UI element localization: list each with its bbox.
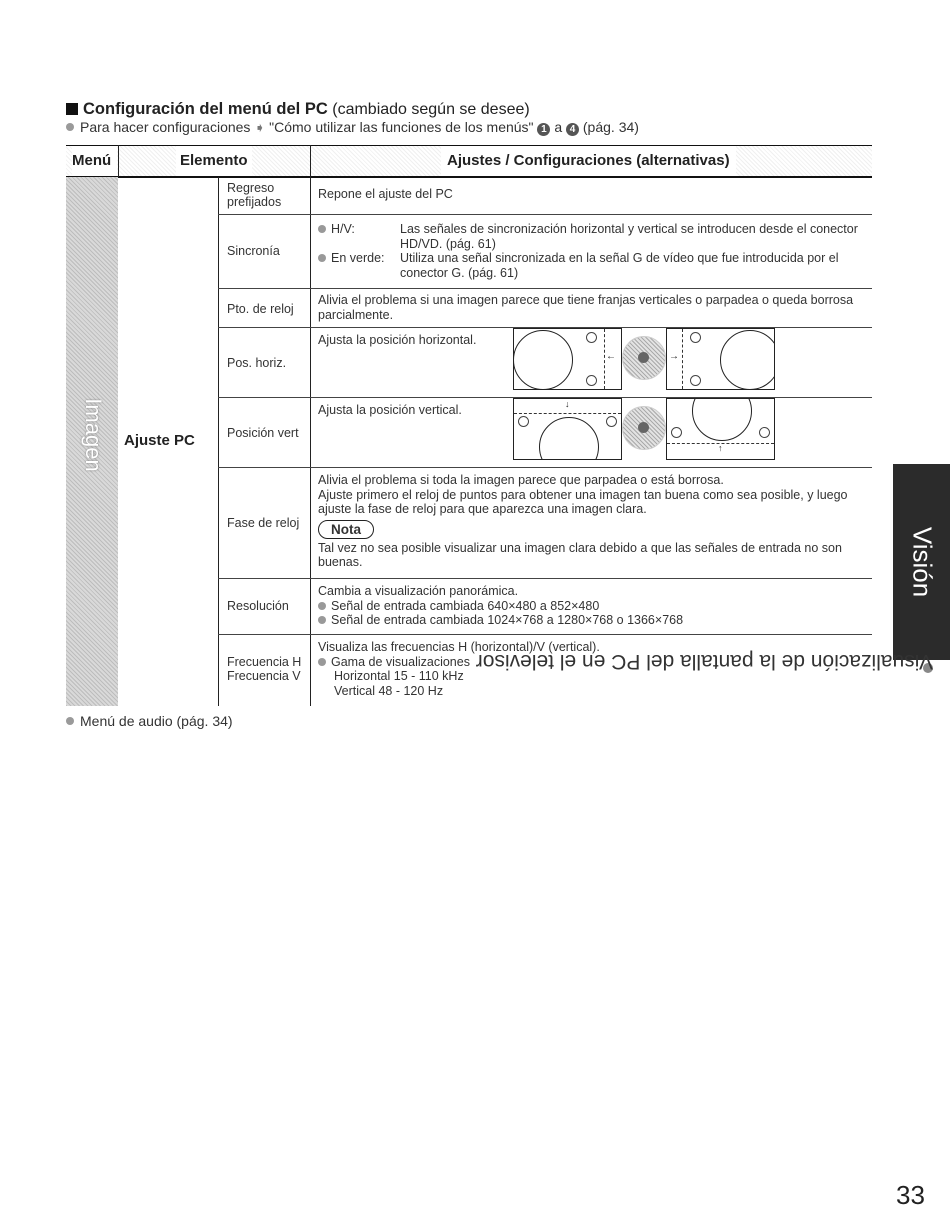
table-row-desc: Ajusta la posición horizontal. <box>318 333 477 347</box>
screen-down-shifted: ↑ <box>666 398 775 460</box>
bullet-dot-icon <box>318 602 326 610</box>
step-number-badge: 4 <box>566 123 579 136</box>
list-item: Señal de entrada cambiada 1024×768 a 1280×768 o 1366×768 <box>318 613 870 628</box>
bullet-dot-icon <box>66 123 74 131</box>
table-row-element: Sincronía <box>227 244 280 258</box>
bullet-dot-icon <box>318 254 326 262</box>
column-divider <box>310 177 311 706</box>
column-header-settings: Ajustes / Configuraciones (alternativas) <box>441 146 736 176</box>
range-line: Vertical 48 - 120 Hz <box>334 683 444 698</box>
screen-left-shifted: ← <box>513 328 622 390</box>
table-row-element: Pto. de reloj <box>227 302 294 316</box>
pointing-arrow-icon: ➧ <box>254 120 266 135</box>
desc-line: Cambia a visualización panorámica. <box>318 584 519 598</box>
section-side-title: Visualización de la pantalla del PC en el televisor <box>475 650 933 673</box>
row-divider <box>218 578 872 579</box>
square-bullet-icon <box>66 103 78 115</box>
list-item: Señal de entrada cambiada 640×480 a 852×480 <box>318 599 870 614</box>
footnote: Menú de audio (pág. 34) <box>66 713 233 729</box>
instruction-line <box>66 119 639 136</box>
page-number: 33 <box>896 1180 925 1210</box>
instruction-connector: a <box>554 119 563 135</box>
table-header <box>66 145 872 178</box>
step-number-badge: 1 <box>537 123 550 136</box>
desc-line: Ajuste primero el reloj de puntos para obtener una imagen tan buena como sea posible, y luego ajuste la fase de reloj para que aparezca una imagen clara. <box>318 487 848 516</box>
instruction-link-text: "Cómo utilizar las funciones de los menús" <box>269 119 534 135</box>
bullet-dot-icon <box>318 658 326 666</box>
row-divider <box>218 634 872 635</box>
table-row-element: Regreso prefijados <box>227 181 282 209</box>
section-tab: Visión <box>893 464 950 660</box>
dial-icon <box>622 336 666 380</box>
row-divider <box>218 214 872 215</box>
desc-line: Alivia el problema si toda la imagen parece que parpadea o está borrosa. <box>318 473 724 487</box>
table-row-element: Resolución <box>227 599 289 613</box>
instruction-prefix: Para hacer configuraciones <box>80 119 251 135</box>
section-title-note: (cambiado según se desee) <box>332 101 530 118</box>
row-divider <box>218 467 872 468</box>
instruction-page-ref: (pág. 34) <box>582 119 639 135</box>
list-item: Gama de visualizaciones <box>318 655 870 670</box>
desc-line: Visualiza las frecuencias H (horizontal)/V (vertical). <box>318 640 600 654</box>
section-title: Configuración del menú del PC <box>83 100 328 118</box>
header-divider <box>310 145 311 177</box>
clock-phase-desc <box>318 473 870 570</box>
header-divider <box>118 145 119 177</box>
table-row-element: Posición vert <box>227 426 299 440</box>
table-row-desc: Alivia el problema si una imagen parece que tiene franjas verticales o parpadea o queda borrosa parcialmente. <box>318 293 854 322</box>
note-badge: Nota <box>318 520 374 539</box>
sync-options <box>318 222 870 280</box>
table-row-desc: Repone el ajuste del PC <box>318 187 453 201</box>
row-divider <box>218 288 872 289</box>
group-label: Ajuste PC <box>124 432 195 449</box>
column-header-element: Elemento <box>176 146 252 176</box>
screen-right-shifted: → <box>666 328 775 390</box>
column-divider <box>218 177 219 706</box>
list-item: En verde: Utiliza una señal sincronizada en la señal G de vídeo que fue introducida por el conector G. (pág. 61) <box>318 251 870 280</box>
bullet-dot-icon <box>318 225 326 233</box>
resolution-desc <box>318 584 870 628</box>
list-item: H/V: Las señales de sincronización horizontal y vertical se introducen desde el conector HD/VD. (pág. 61) <box>318 222 870 251</box>
table-row-element: Frecuencia H Frecuencia V <box>227 655 302 683</box>
menu-label: Imagen <box>81 398 106 472</box>
screen-up-shifted: ↓ <box>513 398 622 460</box>
range-line: Horizontal 15 - 110 kHz <box>334 669 464 683</box>
table-row-element: Pos. horiz. <box>227 356 287 370</box>
column-header-menu: Menú <box>72 146 117 176</box>
bullet-dot-icon <box>318 616 326 624</box>
note-text: Tal vez no sea posible visualizar una imagen clara debido a que las señales de entrada no son buenas. <box>318 540 842 569</box>
table-row-desc: Ajusta la posición vertical. <box>318 403 462 417</box>
bullet-dot-icon <box>66 717 74 725</box>
table-row-element: Fase de reloj <box>227 516 300 530</box>
dial-icon <box>622 406 666 450</box>
section-heading <box>66 100 530 119</box>
